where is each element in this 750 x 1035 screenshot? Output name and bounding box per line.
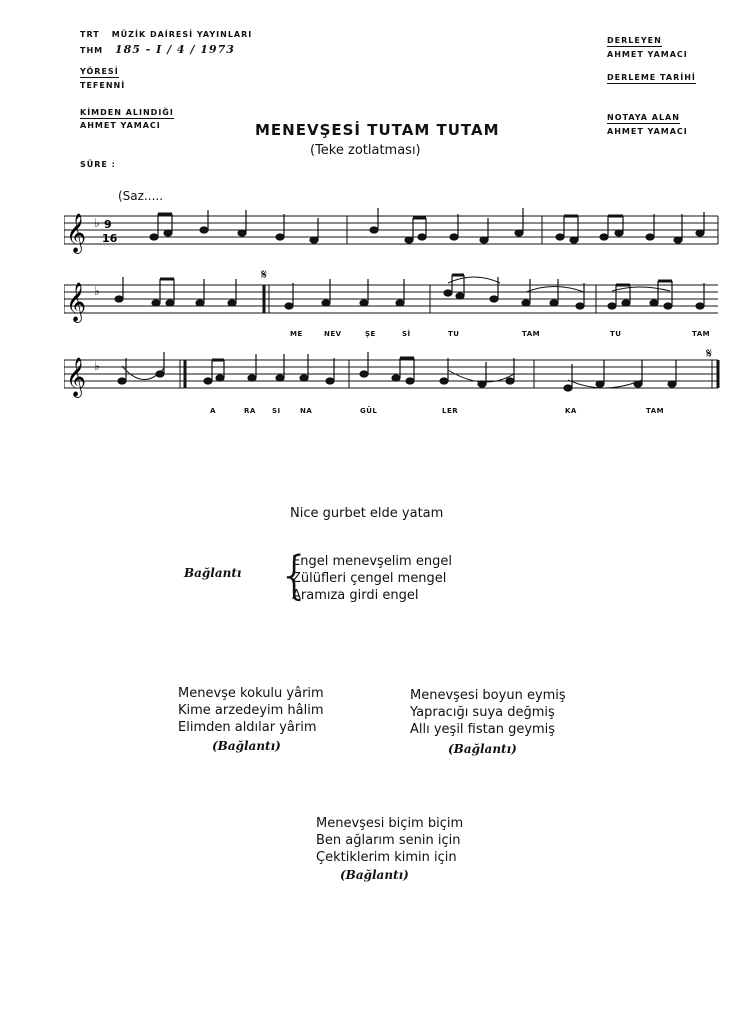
intro-mark: (Saz..... xyxy=(118,189,164,203)
treble-clef-icon: 𝄞 xyxy=(66,282,87,322)
segno-icon: 𝄋 xyxy=(706,346,713,362)
refrain-line: Zülüfleri çengel mengel xyxy=(292,571,447,586)
lyric-syllable: TU xyxy=(610,330,622,338)
verse-line: Menevşe kokulu yârim xyxy=(178,686,324,701)
duration-label: SÜRE : xyxy=(80,160,116,169)
refrain-line: Engel menevşelim engel xyxy=(292,554,452,569)
lyric-syllable: RA xyxy=(244,407,256,415)
source-value: AHMET YAMACI xyxy=(80,121,161,130)
lyric-syllable: NA xyxy=(300,407,313,415)
verse-line: Ben ağlarım senin için xyxy=(316,833,461,848)
flat-icon: ♭ xyxy=(94,284,100,298)
verse-line: Kime arzedeyim hâlim xyxy=(178,703,324,718)
time-sig-top: 9 xyxy=(104,218,112,231)
lyric-syllable: ŞE xyxy=(365,330,376,338)
verse-4-refrain: (Bağlantı) xyxy=(340,868,409,882)
region-value: TEFENNİ xyxy=(80,81,126,90)
page-subtitle: (Teke zotlatması) xyxy=(310,143,421,158)
lyric-syllable: A xyxy=(210,407,216,415)
header-org: TRT MÜZİK DAİRESİ YAYINLARI xyxy=(80,30,253,39)
verse-2 xyxy=(178,685,324,736)
verse-line: Menevşesi boyun eymiş xyxy=(410,688,566,703)
verse-1: Nice gurbet elde yatam xyxy=(290,506,444,521)
lyric-syllable: ME xyxy=(290,330,303,338)
staff-line-3 xyxy=(64,340,730,406)
lyric-syllable: TAM xyxy=(692,330,711,338)
region-label: YÖRESİ xyxy=(80,67,119,76)
verse-2-refrain: (Bağlantı) xyxy=(212,739,281,753)
lyric-syllable: NEV xyxy=(324,330,342,338)
lyric-syllable: LER xyxy=(442,407,459,415)
date-label: DERLEME TARİHİ xyxy=(607,73,696,82)
lyric-syllable: Sİ xyxy=(402,330,411,338)
treble-clef-icon: 𝄞 xyxy=(66,213,87,253)
verse-line: Yapracığı suya değmiş xyxy=(410,705,555,720)
compiler-value: AHMET YAMACI xyxy=(607,50,688,59)
verse-4 xyxy=(316,815,463,866)
lyric-syllable: TAM xyxy=(646,407,665,415)
brace-icon: { xyxy=(278,546,312,606)
header-thm: THM 185 - I / 4 / 1973 xyxy=(80,43,235,56)
verse-3 xyxy=(410,687,566,738)
notation-value: AHMET YAMACI xyxy=(607,127,688,136)
time-sig-bottom: 16 xyxy=(102,232,118,245)
staff-line-1 xyxy=(64,200,724,270)
refrain-label: Bağlantı xyxy=(184,566,242,580)
refrain-line: Aramıza girdi engel xyxy=(292,588,419,603)
lyric-syllable: TAM xyxy=(522,330,541,338)
verse-3-refrain: (Bağlantı) xyxy=(448,742,517,756)
refrain-block xyxy=(292,553,452,604)
verse-line: Elimden aldılar yârim xyxy=(178,720,317,735)
treble-clef-icon: 𝄞 xyxy=(66,357,87,397)
verse-line: Allı yeşil fistan geymiş xyxy=(410,722,556,737)
notation-label: NOTAYA ALAN xyxy=(607,113,680,122)
verse-line: Menevşesi biçim biçim xyxy=(316,816,464,831)
segno-icon: 𝄋 xyxy=(261,267,268,283)
staff-1-notes xyxy=(150,208,704,243)
lyric-syllable: GÜL xyxy=(360,407,378,415)
lyric-syllable: KA xyxy=(565,407,577,415)
flat-icon: ♭ xyxy=(94,216,100,230)
verse-line: Çektiklerim kimin için xyxy=(316,850,457,865)
lyric-syllable: TU xyxy=(448,330,460,338)
flat-icon: ♭ xyxy=(94,359,100,373)
compiler-label: DERLEYEN xyxy=(607,36,662,45)
lyric-syllable: SI xyxy=(272,407,281,415)
source-label: KİMDEN ALINDIĞI xyxy=(80,108,174,117)
staff-3-notes xyxy=(118,352,676,391)
thm-number: 185 - I / 4 / 1973 xyxy=(114,43,235,56)
page-title: MENEVŞESİ TUTAM TUTAM xyxy=(255,121,500,139)
staff-line-2 xyxy=(64,265,724,335)
